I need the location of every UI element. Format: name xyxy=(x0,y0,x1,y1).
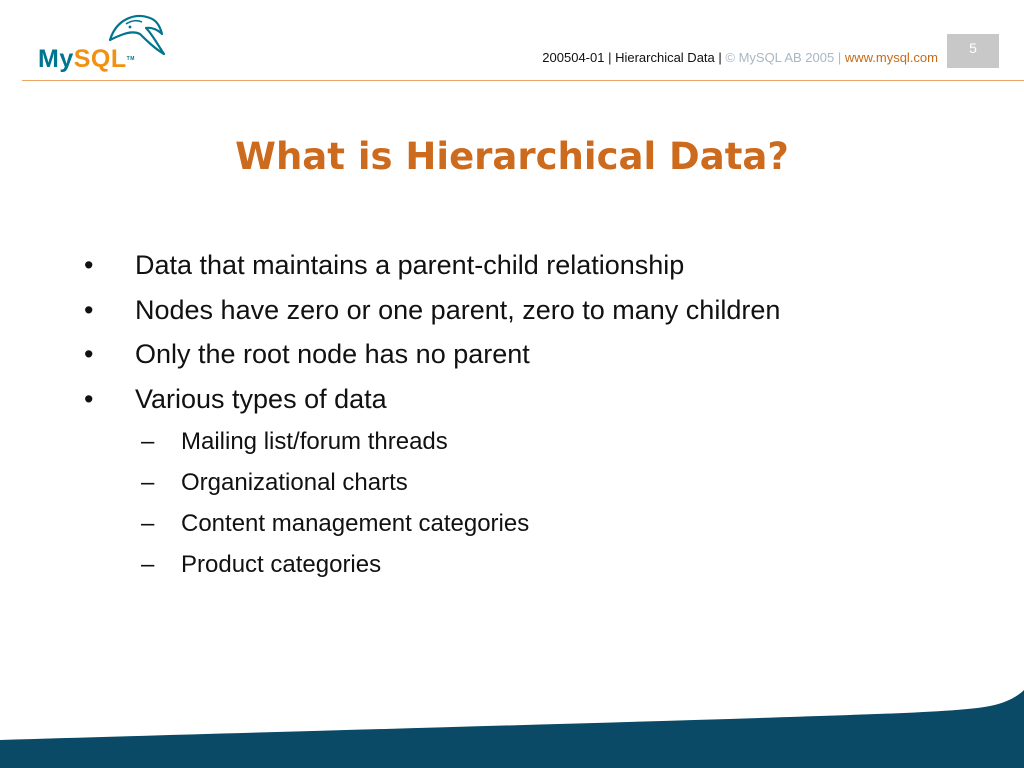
slide-title: What is Hierarchical Data? xyxy=(235,135,789,178)
sub-bullet-marker: – xyxy=(141,510,155,537)
bullet-text: Data that maintains a parent-child relationship xyxy=(135,250,685,280)
header-info xyxy=(542,49,938,67)
website-link[interactable]: www.mysql.com xyxy=(844,50,938,65)
logo-trademark: TM xyxy=(126,56,135,62)
bullet-marker: • xyxy=(84,383,94,414)
header-separator: | xyxy=(837,50,845,65)
bullet-item xyxy=(84,246,984,291)
sub-bullet-text: Product categories xyxy=(181,551,382,578)
sub-bullet-marker: – xyxy=(141,551,155,578)
bullet-marker: • xyxy=(84,339,94,369)
bullet-text: Only the root node has no parent xyxy=(135,339,530,369)
bullet-marker: • xyxy=(84,250,94,280)
logo-wordmark xyxy=(38,44,135,74)
bullet-item xyxy=(84,335,984,380)
sub-bullet-text: Mailing list/forum threads xyxy=(181,428,448,455)
sub-bullet-text: Content management categories xyxy=(181,510,530,537)
bullet-text: Various types of data xyxy=(135,383,387,414)
logo-my: My xyxy=(38,45,74,73)
copyright: © MySQL AB 2005 xyxy=(725,50,838,65)
doc-info: 200504-01 | Hierarchical Data | xyxy=(542,50,726,65)
page-number-box xyxy=(947,34,999,68)
bullet-text: Nodes have zero or one parent, zero to many children xyxy=(135,294,781,325)
bullet-item xyxy=(84,380,984,425)
sub-bullet-text: Organizational charts xyxy=(181,469,408,496)
sub-bullet-marker: – xyxy=(141,469,155,496)
mysql-logo xyxy=(38,10,168,76)
footer-band xyxy=(0,680,1024,768)
logo-sql: SQL xyxy=(73,45,127,73)
bullet-item xyxy=(84,291,984,336)
bullet-marker: • xyxy=(84,294,94,325)
bullet-list xyxy=(84,246,984,424)
page-number: 5 xyxy=(969,40,977,56)
header-divider xyxy=(22,80,1024,81)
sub-bullet-marker: – xyxy=(141,428,155,455)
